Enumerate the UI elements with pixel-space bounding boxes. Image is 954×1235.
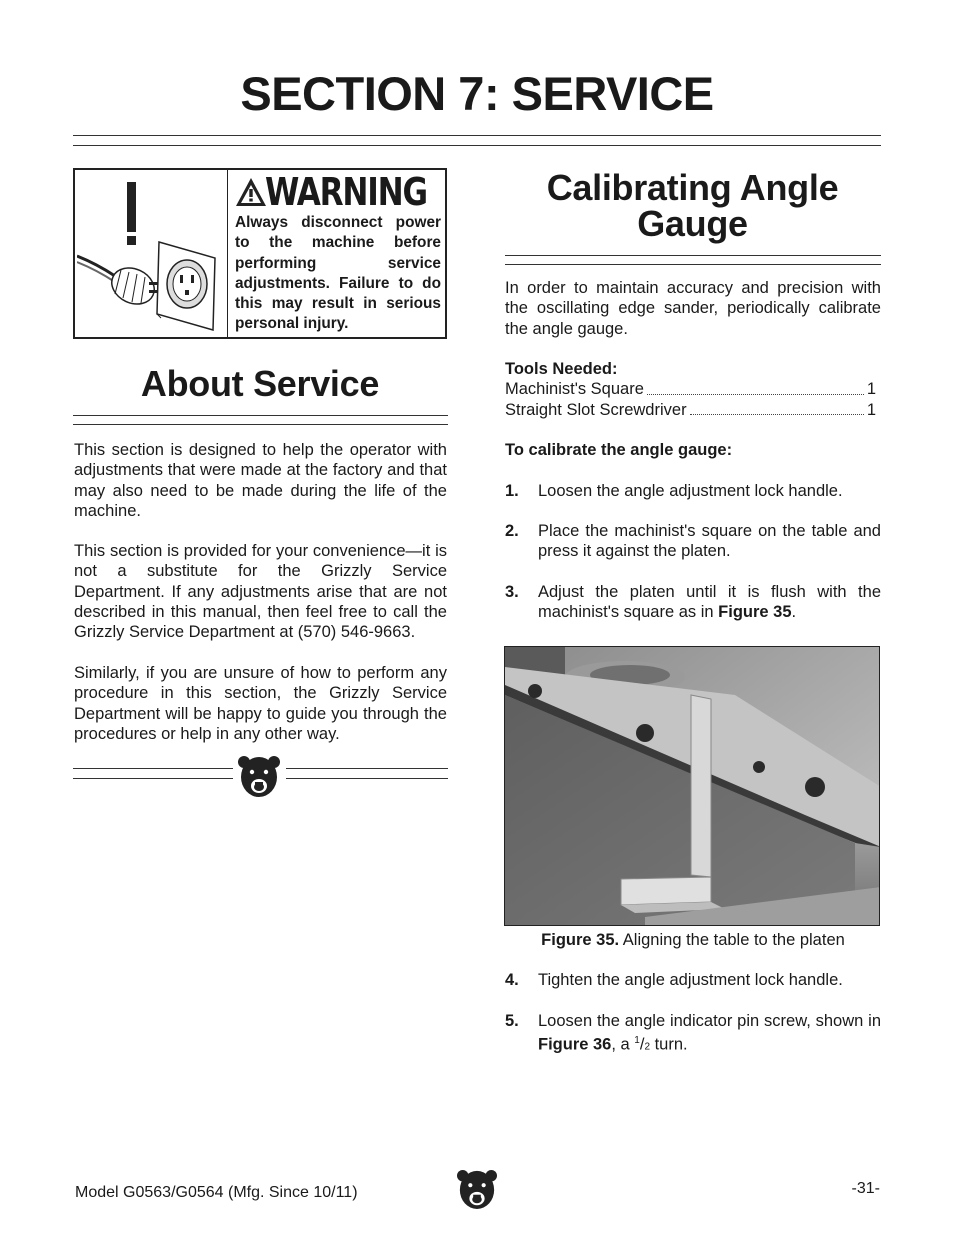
grizzly-bear-footer-logo-icon (457, 1168, 497, 1210)
warning-body: Always disconnect power to the machine before performing service adjustments. Failure to do this may result in serious personal injury. (235, 214, 441, 333)
figure-35-caption (505, 930, 881, 950)
page-title: SECTION 7: SERVICE (240, 67, 714, 120)
calibrating-rule-top (505, 255, 881, 256)
step-text-part: Loosen the angle indicator pin screw, shown in (538, 1012, 881, 1030)
step-text (538, 1011, 881, 1058)
footer-model: Model G0563/G0564 (Mfg. Since 10/11) (75, 1184, 358, 1201)
warning-box (73, 168, 447, 339)
figure-ref: Figure 36 (538, 1035, 612, 1054)
step-text: Tighten the angle adjustment lock handle. (538, 971, 843, 989)
grizzly-bear-logo-icon (238, 754, 280, 798)
sander-platen-photo (505, 647, 880, 926)
warning-triangle-icon (235, 176, 267, 208)
figure-ref: Figure 35 (718, 603, 792, 622)
about-rule-top (73, 415, 448, 416)
step-number: 5. (505, 1012, 519, 1030)
warning-header (235, 172, 462, 212)
fraction-numerator: 1 (634, 1035, 640, 1047)
tools-heading: Tools Needed: (505, 360, 618, 378)
about-paragraph-3: Similarly, if you are unsure of how to perform any procedure in this section, the Grizzly Service Department will be happy to guide you through the procedures or help in any other way. (74, 664, 447, 743)
step-text-part: , a (611, 1035, 635, 1054)
step-1 (505, 481, 881, 501)
calibrating-intro: In order to maintain accuracy and precision with the oscillating edge sander, periodically calibrate the angle gauge. (505, 279, 881, 338)
step-4 (505, 970, 881, 990)
calibrating-heading (504, 167, 881, 244)
fraction-denominator: 2 (644, 1041, 651, 1053)
step-text: Place the machinist's square on the table and press it against the platen. (538, 522, 881, 561)
step-text-part: turn. (650, 1035, 688, 1054)
about-rule-bottom (73, 424, 448, 425)
figure-35-photo (504, 646, 880, 926)
section-end-rule-right-top (286, 768, 448, 769)
tools-row (505, 400, 876, 420)
step-number: 1. (505, 482, 519, 500)
step-number: 2. (505, 522, 519, 540)
fraction-slash: / (639, 1035, 645, 1054)
step-text-part: Adjust the platen until it is flush with the machinist's square as in (538, 583, 881, 622)
about-service-heading: About Service (140, 363, 380, 404)
section-end-rule-left-top (73, 768, 233, 769)
title-rule-top (73, 135, 881, 136)
procedure-heading: To calibrate the angle gauge: (505, 441, 733, 459)
step-5 (505, 1011, 881, 1058)
step-text (538, 582, 881, 623)
tools-row (505, 379, 876, 399)
calibrating-heading-line2: Gauge (637, 203, 748, 244)
tool-name: Machinist's Square (505, 380, 644, 399)
section-end-rule-right-bottom (286, 778, 448, 779)
about-paragraph-2: This section is provided for your convenience—it is not a substitute for the Grizzly Service Department. If any adjustments arise that are not described in this manual, then feel free to call the Grizzly Service Department at (570) 546-9663. (74, 542, 447, 642)
warning-divider (227, 170, 228, 337)
figure-caption-text: Aligning the table to the platen (619, 931, 845, 949)
section-end-rule-left-bottom (73, 778, 233, 779)
plug-outlet-icon (77, 172, 223, 336)
tool-qty: 1 (866, 400, 876, 419)
step-text: Loosen the angle adjustment lock handle. (538, 482, 843, 500)
step-3 (505, 582, 881, 623)
title-rule-bottom (73, 145, 881, 146)
footer-page-number: -31- (851, 1180, 880, 1197)
figure-label: Figure 35. (541, 931, 620, 949)
step-number: 3. (505, 583, 519, 601)
tool-qty: 1 (866, 380, 876, 399)
warning-title: WARNING (265, 170, 427, 214)
calibrating-heading-line1: Calibrating Angle (546, 167, 839, 208)
step-number: 4. (505, 971, 519, 989)
calibrating-rule-bottom (505, 264, 881, 265)
step-2 (505, 521, 881, 562)
step-text-part: . (791, 603, 797, 622)
tools-section (505, 359, 876, 420)
about-paragraph-1: This section is designed to help the operator with adjustments that were made at the factory and that may also need to be made during the life of the machine. (74, 441, 447, 520)
leader-dots (647, 379, 864, 394)
tool-name: Straight Slot Screwdriver (505, 400, 687, 419)
leader-dots (690, 400, 864, 415)
